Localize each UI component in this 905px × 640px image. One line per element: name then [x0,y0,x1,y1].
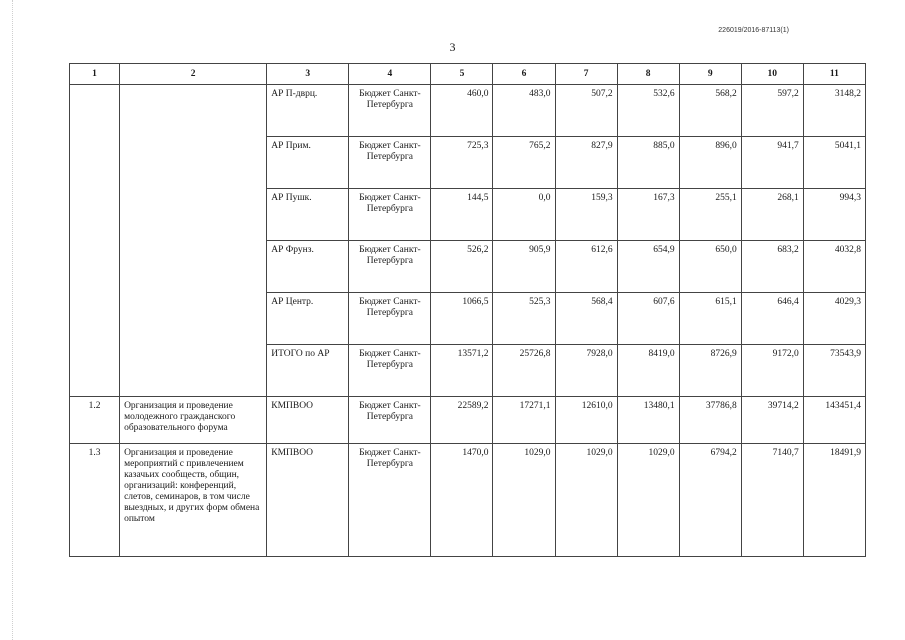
value-cell: 1029,0 [555,444,617,557]
col-header: 10 [741,64,803,85]
source-cell: Бюджет Санкт-Петербурга [349,85,431,137]
program-table [69,63,866,557]
value-cell: 12610,0 [555,397,617,444]
col-header: 11 [803,64,865,85]
value-cell: 460,0 [431,85,493,137]
value-cell: 650,0 [679,241,741,293]
value-cell: 885,0 [617,137,679,189]
page-number: 3 [449,40,456,54]
value-cell: 0,0 [493,189,555,241]
value-cell: 39714,2 [741,397,803,444]
value-cell: 143451,4 [803,397,865,444]
col-header: 3 [267,64,349,85]
source-cell: Бюджет Санкт-Петербурга [349,345,431,397]
executor-cell: АР Прим. [267,137,349,189]
value-cell: 7140,7 [741,444,803,557]
value-cell: 8419,0 [617,345,679,397]
value-cell: 5041,1 [803,137,865,189]
scan-margin [12,0,13,640]
col-header: 9 [679,64,741,85]
value-cell: 994,3 [803,189,865,241]
value-cell: 654,9 [617,241,679,293]
value-cell: 1029,0 [493,444,555,557]
value-cell: 568,4 [555,293,617,345]
row-number-cell [70,85,120,397]
source-cell: Бюджет Санкт-Петербурга [349,397,431,444]
value-cell: 526,2 [431,241,493,293]
value-cell: 607,6 [617,293,679,345]
col-header: 5 [431,64,493,85]
source-cell: Бюджет Санкт-Петербурга [349,189,431,241]
value-cell: 13480,1 [617,397,679,444]
value-cell: 22589,2 [431,397,493,444]
header-row [70,64,866,85]
value-cell: 827,9 [555,137,617,189]
row-number-cell: 1.2 [70,397,120,444]
value-cell: 765,2 [493,137,555,189]
value-cell: 1470,0 [431,444,493,557]
value-cell: 25726,8 [493,345,555,397]
value-cell: 4032,8 [803,241,865,293]
table-row [70,444,866,557]
col-header: 1 [70,64,120,85]
col-header: 4 [349,64,431,85]
executor-cell: АР П-дврц. [267,85,349,137]
value-cell: 255,1 [679,189,741,241]
row-name-cell: Организация и проведение мероприятий с привлечением казачьих сообществ, общин, организаций: конференций, слетов, семинаров, в том числе выездных, и других форм обмена опытом [120,444,267,557]
row-name-cell: Организация и проведение молодежного гражданского образовательного форума [120,397,267,444]
value-cell: 167,3 [617,189,679,241]
col-header: 2 [120,64,267,85]
value-cell: 532,6 [617,85,679,137]
value-cell: 13571,2 [431,345,493,397]
value-cell: 483,0 [493,85,555,137]
executor-cell: КМПВОО [267,397,349,444]
document-id: 226019/2016-87113(1) [718,27,789,34]
value-cell: 507,2 [555,85,617,137]
value-cell: 568,2 [679,85,741,137]
row-name-cell [120,85,267,397]
value-cell: 7928,0 [555,345,617,397]
table-row [70,85,866,137]
value-cell: 8726,9 [679,345,741,397]
value-cell: 159,3 [555,189,617,241]
value-cell: 725,3 [431,137,493,189]
value-cell: 17271,1 [493,397,555,444]
value-cell: 896,0 [679,137,741,189]
value-cell: 4029,3 [803,293,865,345]
source-cell: Бюджет Санкт-Петербурга [349,137,431,189]
source-cell: Бюджет Санкт-Петербурга [349,293,431,345]
row-number-cell: 1.3 [70,444,120,557]
value-cell: 941,7 [741,137,803,189]
source-cell: Бюджет Санкт-Петербурга [349,444,431,557]
value-cell: 3148,2 [803,85,865,137]
source-cell: Бюджет Санкт-Петербурга [349,241,431,293]
col-header: 8 [617,64,679,85]
value-cell: 37786,8 [679,397,741,444]
value-cell: 646,4 [741,293,803,345]
executor-cell: АР Пушк. [267,189,349,241]
value-cell: 268,1 [741,189,803,241]
table-row [70,397,866,444]
executor-cell: АР Центр. [267,293,349,345]
col-header: 6 [493,64,555,85]
col-header: 7 [555,64,617,85]
value-cell: 9172,0 [741,345,803,397]
value-cell: 73543,9 [803,345,865,397]
executor-cell: КМПВОО [267,444,349,557]
executor-cell: АР Фрунз. [267,241,349,293]
value-cell: 144,5 [431,189,493,241]
value-cell: 905,9 [493,241,555,293]
value-cell: 612,6 [555,241,617,293]
value-cell: 18491,9 [803,444,865,557]
value-cell: 683,2 [741,241,803,293]
value-cell: 525,3 [493,293,555,345]
value-cell: 6794,2 [679,444,741,557]
value-cell: 1029,0 [617,444,679,557]
value-cell: 615,1 [679,293,741,345]
executor-cell: ИТОГО по АР [267,345,349,397]
value-cell: 597,2 [741,85,803,137]
value-cell: 1066,5 [431,293,493,345]
